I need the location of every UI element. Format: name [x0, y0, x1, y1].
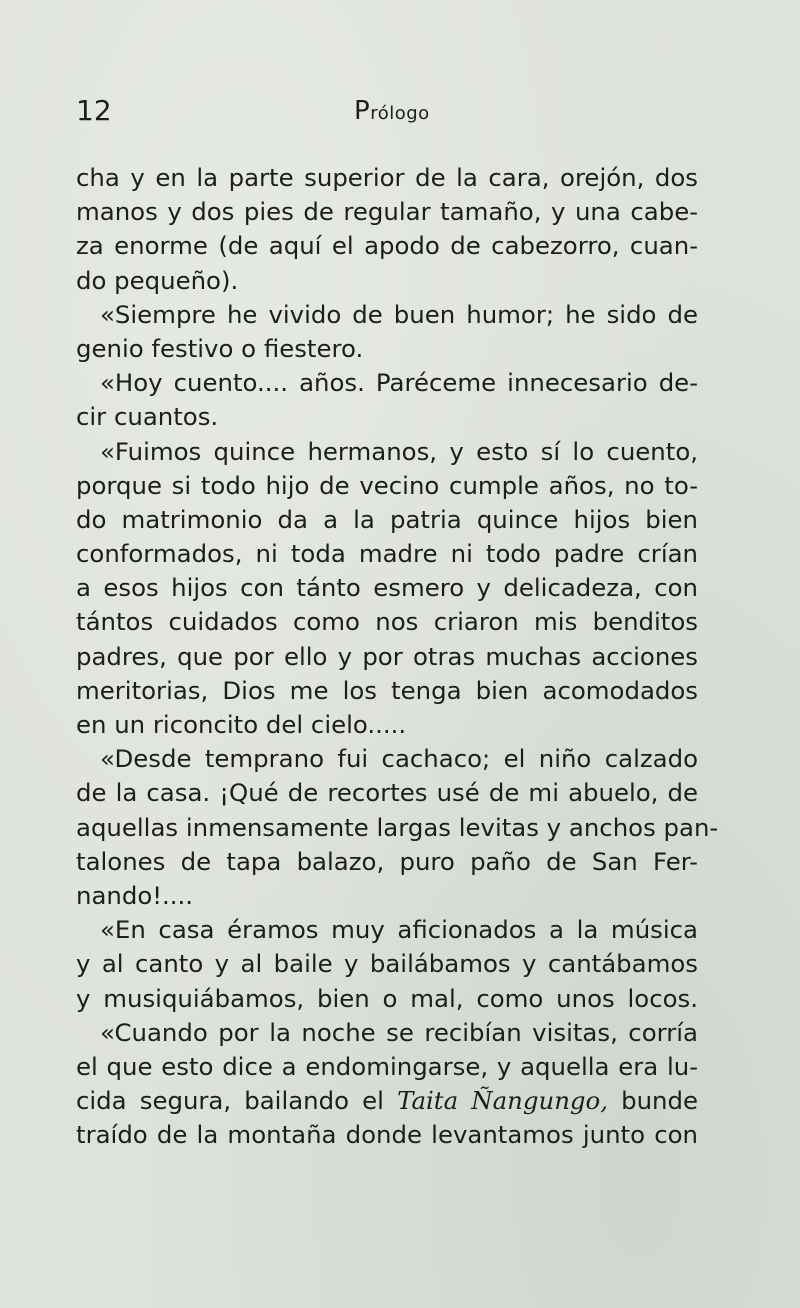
- text-line: cir cuantos.: [76, 402, 219, 432]
- text-line: padres, que por ello y por otras muchas acciones: [76, 641, 698, 671]
- text-line: el que esto dice a endomingarse, y aquella era lu-: [76, 1051, 698, 1081]
- text-line: de la casa. ¡Qué de recortes usé de mi abuelo, de: [76, 778, 698, 808]
- text-line: «Cuando por la noche se recibían visitas, corría: [100, 1017, 698, 1047]
- running-title-initial: P: [354, 96, 371, 126]
- page-header: [76, 94, 696, 134]
- text-line: y al canto y al baile y bailábamos y cantábamos: [76, 949, 698, 979]
- text-line: conformados, ni toda madre ni todo padre crían: [76, 539, 698, 569]
- text-line: meritorias, Dios me los tenga bien acomodados: [76, 675, 698, 705]
- text-line: do matrimonio da a la patria quince hijos bien: [76, 504, 698, 534]
- text-line: za enorme (de aquí el apodo de cabezorro, cuan-: [76, 231, 698, 261]
- italic-text: Taita Ñangungo,: [397, 1086, 608, 1116]
- text-line: cida segura, bailando el Taita Ñangungo, bunde: [76, 1086, 698, 1116]
- text-line: y musiquiábamos, bien o mal, como unos locos.: [76, 983, 698, 1013]
- text-line: «Siempre he vivido de buen humor; he sido de: [100, 299, 698, 329]
- text-line: do pequeño).: [76, 265, 239, 295]
- text-line: «Desde temprano fui cachaco; el niño calzado: [100, 744, 698, 774]
- page-number: 12: [76, 94, 112, 127]
- text-line: manos y dos pies de regular tamaño, y una cabe-: [76, 197, 698, 227]
- running-title-rest: rólogo: [370, 103, 430, 124]
- text-line: porque si todo hijo de vecino cumple años, no to-: [76, 470, 698, 500]
- text-line: en un riconcito del cielo.....: [76, 710, 407, 739]
- text-line: cha y en la parte superior de la cara, orejón, dos: [76, 163, 698, 192]
- running-title: [354, 94, 430, 131]
- text-line: traído de la montaña donde levantamos junto con: [76, 1120, 698, 1150]
- text-line: tántos cuidados como nos criaron mis benditos: [76, 607, 698, 637]
- text-line: «Fuimos quince hermanos, y esto sí lo cuento,: [100, 436, 698, 466]
- body-text: [76, 161, 719, 1152]
- text-line: a esos hijos con tánto esmero y delicadeza, con: [76, 573, 698, 603]
- text-line: nando!....: [76, 880, 194, 910]
- text-line: «En casa éramos muy aficionados a la música: [100, 915, 698, 945]
- text-line: talones de tapa balazo, puro paño de San Fer-: [76, 846, 698, 876]
- text-line: genio festivo o fiestero.: [76, 333, 364, 363]
- text-line: «Hoy cuento.... años. Paréceme innecesario de-: [100, 368, 698, 398]
- text-line: aquellas inmensamente largas levitas y anchos pan-: [76, 812, 719, 842]
